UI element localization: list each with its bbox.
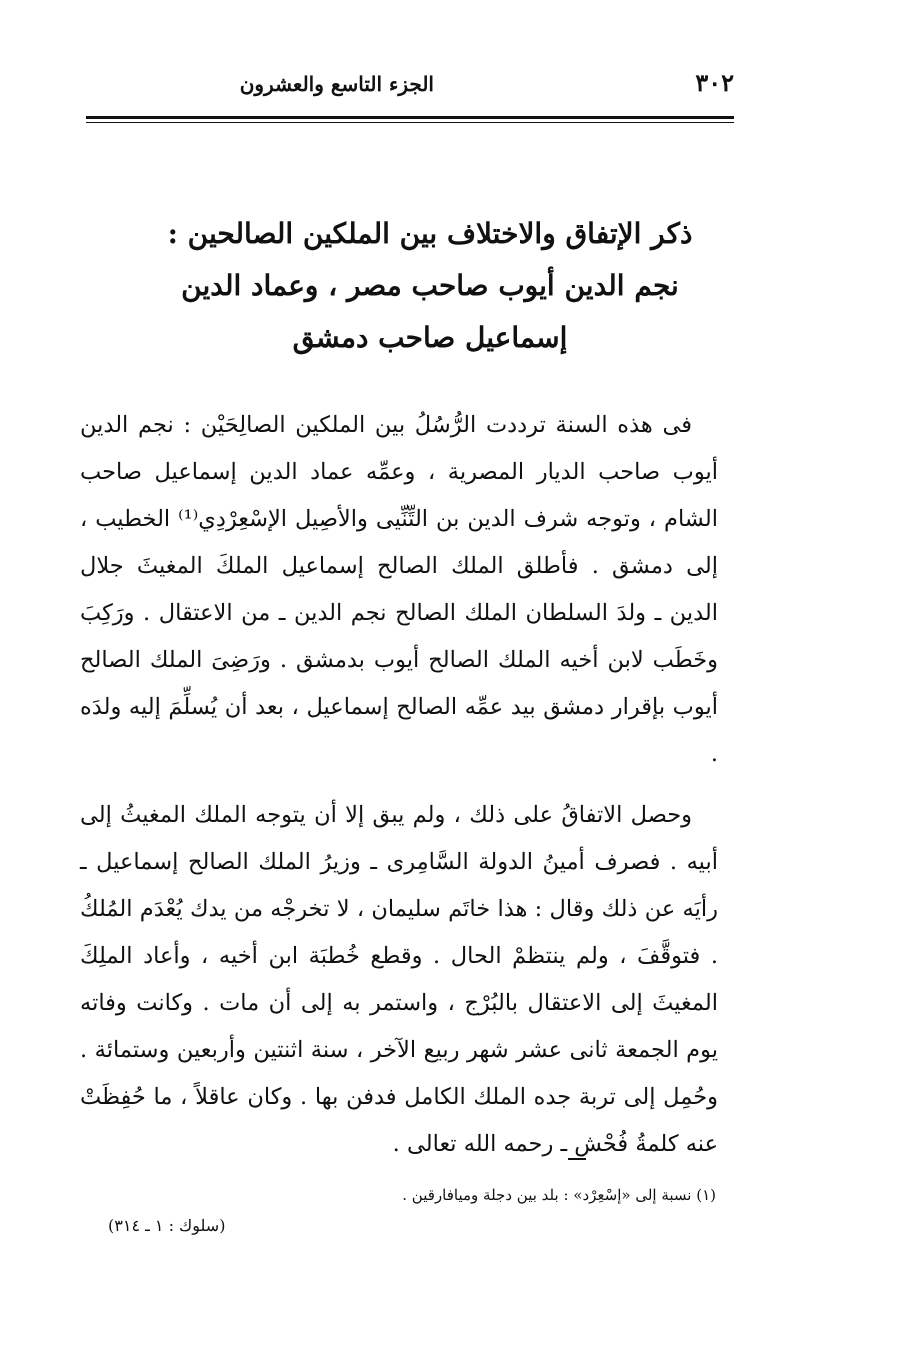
page-number: ٣٠٢ [695,68,734,97]
signature-mark: (سلوك : ١ ـ ٣١٤) [108,1216,226,1235]
header-rule-thin [86,122,734,123]
header-rule [86,116,734,119]
footnote-separator [568,1158,586,1160]
footnote: (١) نسبة إلى «إسْعِرْد» : بلد بين دجلة وميافارقين . [402,1186,716,1204]
running-title: الجزء التاسع والعشرون [239,72,434,96]
heading-line-3: إسماعيل صاحب دمشق [292,321,568,354]
heading-line-1: ذكر الإتفاق والاختلاف بين الملكين الصالحين : [167,217,693,250]
paragraph-1: فى هذه السنة ترددت الرُّسُلُ بين الملكين الصالِحَيْن : نجم الدين أيوب صاحب الديار المصرية ، وعمِّه عماد الدين إسماعيل صاحب الشام ، وتوجه شرف الدين بن التِّنِّيى والأصِيل الإسْعِرْدِي⁽¹⁾ الخطيب ، إلى دمشق . فأطلق الملك الصالح إسماعيل الملكَ المغيثَ جلال الدين ـ ولدَ السلطان الملك الصالح نجم الدين ـ من الاعتقال . ورَكِبَ وخَطَب لابن أخيه الملك الصالح أيوب بدمشق . ورَضِىَ الملك الصالح أيوب بإقرار دمشق بيد عمِّه الصالح إسماعيل ، بعد أن يُسلِّمَ إليه ولدَه . [80,412,718,767]
heading-line-2: نجم الدين أيوب صاحب مصر ، وعماد الدين [181,269,679,302]
paragraph-2: وحصل الاتفاقُ على ذلك ، ولم يبق إلا أن يتوجه الملك المغيثُ إلى أبيه . فصرف أمينُ الدولة السَّامِرى ـ وزيرُ الملك الصالح إسماعيل ـ رأيَه عن ذلك وقال : هذا خاتَم سليمان ، لا تخرجْه من يدك يُعْدَم المُلكُ . فتوقَّفَ ، ولم ينتظمْ الحال . وقطع خُطبَة ابن أخيه ، وأعاد الملِكَ المغيثَ إلى الاعتقال بالبُرْج ، واستمر به إلى أن مات . وكانت وفاته يوم الجمعة ثانى عشر شهر ربيع الآخر ، سنة اثنتين وأربعين وستمائة . وحُمِل إلى تربة جده الملك الكامل فدفن بها . وكان عاقلاً ، ما حُفِظَتْ عنه كلمةُ فُحْش ـ رحمه الله تعالى . [80,802,718,1157]
body-text [80,402,718,1168]
section-heading [150,208,710,364]
page-header [88,62,734,106]
